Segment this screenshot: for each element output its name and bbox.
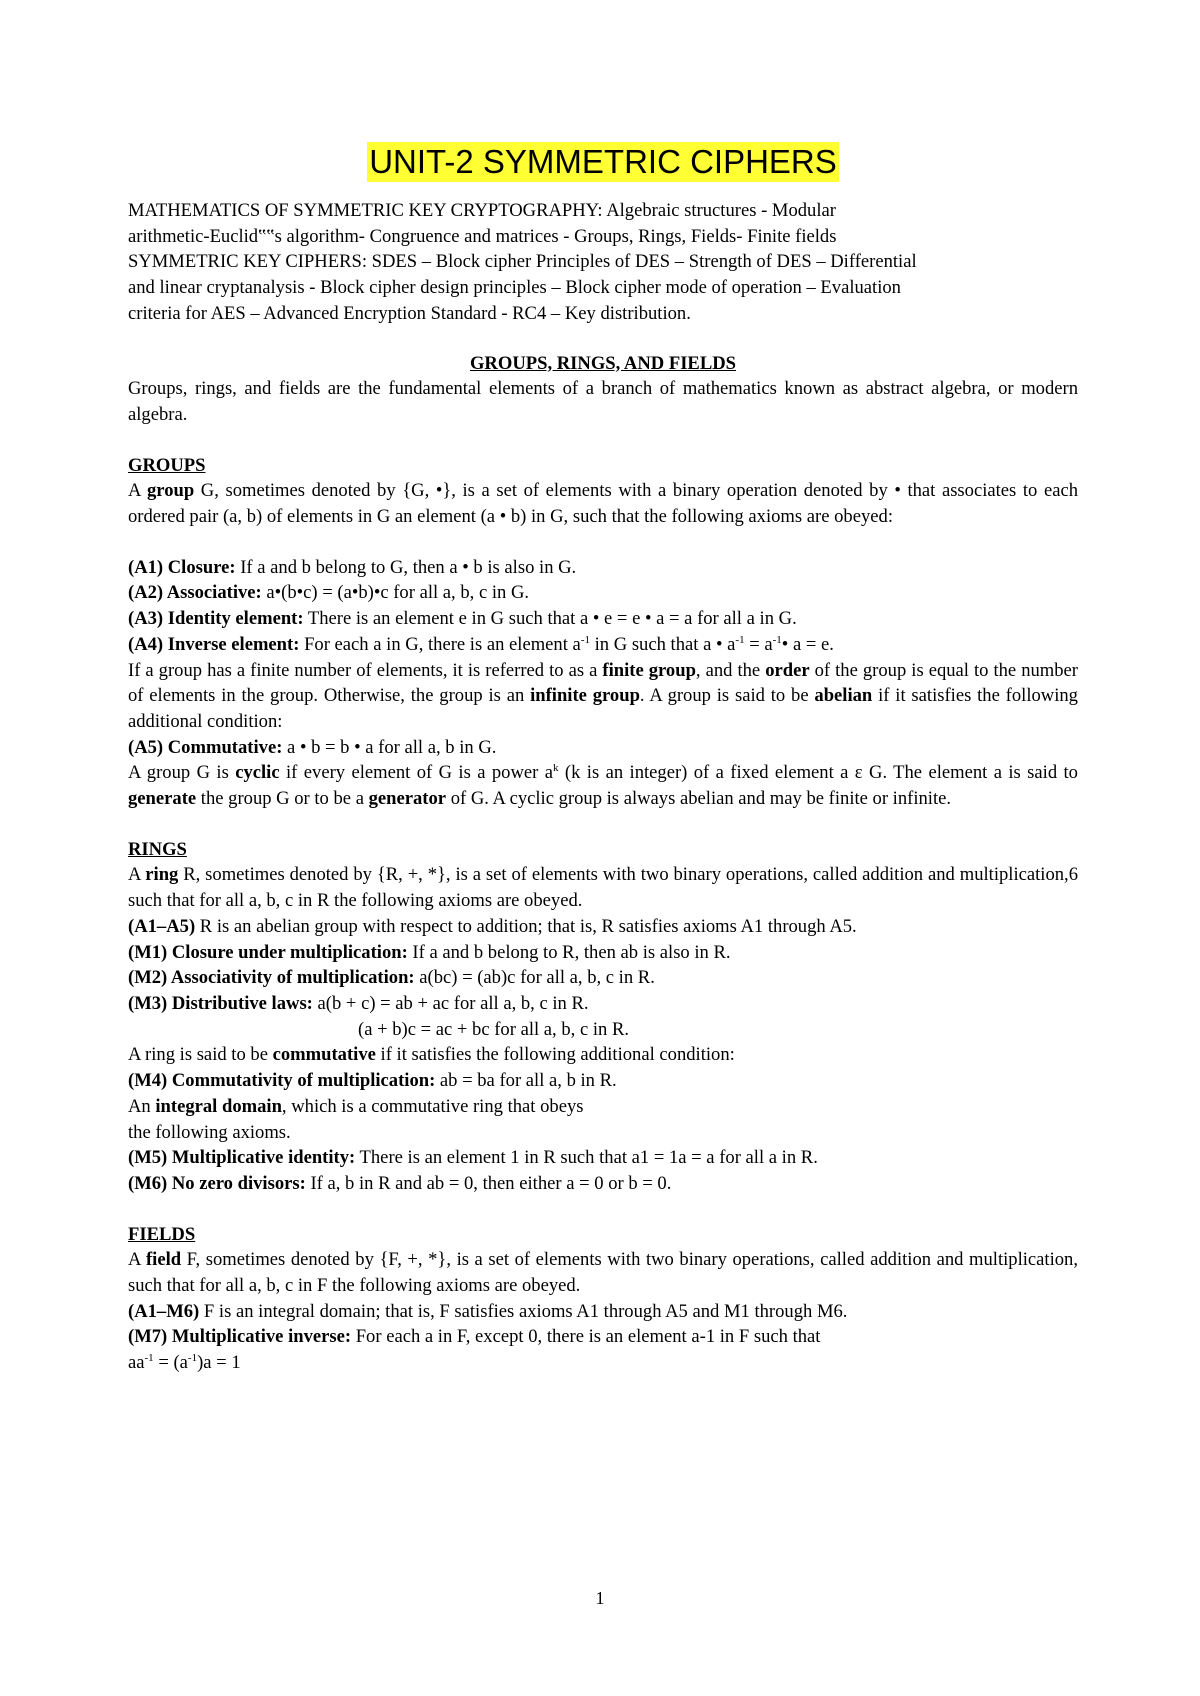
term: integral domain [155,1095,282,1117]
axiom-text: R is an abelian group with respect to addition; that is, R satisfies axioms A1 through A5. [195,915,857,937]
axiom-a1-m6 [128,1299,1078,1325]
axiom-m5 [128,1145,1078,1171]
text: If a group has a finite number of elements, it is referred to as a [128,659,603,681]
axiom-a3 [128,606,1078,632]
axiom-label: (M1) Closure under multiplication: [128,941,408,963]
term: generate [128,788,197,810]
axiom-m2 [128,965,1078,991]
superscript: k [553,762,559,775]
text: G, sometimes denoted by {G, •}, is a set of elements with a binary operation denoted by • that associates to each ordered pair (a, b) of elements in G an element (a • b) in G, such that the following axioms are obeyed: [128,480,1078,528]
text: R, sometimes denoted by {R, +, *}, is a set of elements with two binary operations, called addition and multiplication,6 such that for all a, b, c in R the following axioms are obeyed. [128,864,1078,912]
text: , and the [695,659,766,681]
axiom-a1 [128,555,1078,581]
axiom-a5 [128,735,1078,761]
text: A [128,864,146,886]
axiom-text: There is an element 1 in R such that a1 = 1a = a for all a in R. [355,1147,818,1169]
axiom-label: (M5) Multiplicative identity: [128,1147,356,1169]
axiom-m4 [128,1068,1078,1094]
axiom-text: • a = e. [781,633,834,655]
term: field [145,1249,182,1271]
superscript: -1 [187,1351,198,1364]
axiom-text: a•(b•c) = (a•b)•c for all a, b, c in G. [261,582,530,604]
syllabus-line: MATHEMATICS OF SYMMETRIC KEY CRYPTOGRAPHY: Algebraic structures - Modular [128,200,836,221]
term: ring [145,864,179,886]
rings-heading: RINGS [128,838,187,860]
text: if it satisfies the following additional condition: [375,1044,735,1066]
page-content [128,142,1078,1376]
axiom-text: For each a in G, there is an element a [299,633,581,655]
axiom-text: For each a in F, except 0, there is an element a-1 in F such that [351,1326,821,1348]
axiom-text: There is an element e in G such that a • e = e • a = a for all a in G. [303,608,797,630]
axiom-label: (M6) No zero divisors: [128,1172,306,1194]
axiom-text: a(b + c) = ab + ac for all a, b, c in R. [312,992,589,1014]
term: cyclic [235,762,280,784]
spacer [128,530,1078,555]
syllabus [128,198,1078,327]
axiom-a2 [128,580,1078,606]
grf-intro: Groups, rings, and fields are the fundamental elements of a branch of mathematics known as abstract algebra, or modern algebra. [128,378,1078,425]
axiom-m3-second: (a + b)c = ac + bc for all a, b, c in R. [358,1018,630,1040]
term: abelian [814,685,873,707]
text: F, sometimes denoted by {F, +, *}, is a set of elements with two binary operations, called addition and multiplication, such that for all a, b, c in F the following axioms are obeyed. [128,1249,1078,1297]
text: of the group is equal to the number of elements in the group. Otherwise, the group is an [128,659,1079,707]
axiom-label: (M3) Distributive laws: [128,992,313,1014]
axiom-m3 [128,991,1078,1017]
axiom-label: (A1–A5) [128,915,196,937]
axiom-text: = a [744,633,773,655]
grf-heading: GROUPS, RINGS, AND FIELDS [469,352,737,374]
text: the group G or to be a [196,788,369,810]
group-definition [128,478,1078,529]
axiom-label: (M4) Commutativity of multiplication: [128,1070,436,1092]
axiom-label: (A1) Closure: [128,556,236,578]
axiom-m6 [128,1171,1078,1197]
axiom-label: (A1–M6) [128,1300,200,1322]
text: An [128,1095,156,1117]
syllabus-line: criteria for AES – Advanced Encryption Standard - RC4 – Key distribution. [128,302,691,324]
axiom-text: ab = ba for all a, b in R. [435,1070,617,1092]
term: infinite group [530,685,640,707]
finite-group-paragraph [128,658,1078,735]
unit-title: UNIT-2 SYMMETRIC CIPHERS [369,143,837,180]
superscript: -1 [580,633,590,646]
syllabus-line: arithmetic-Euclid‟‟s algorithm- Congruence and matrices - Groups, Rings, Fields- Finite fields [128,225,837,247]
integral-domain-line-2: the following axioms. [128,1121,291,1143]
axiom-label: (A5) Commutative: [128,736,283,758]
axiom-m7 [128,1324,1078,1350]
text: . A group is said to be [639,685,815,707]
field-definition [128,1247,1078,1298]
integral-domain-line [128,1094,1078,1120]
text: A [128,480,147,502]
axiom-label: (A3) Identity element: [128,608,304,630]
equation-text: aa [128,1352,145,1374]
axiom-m7-equation [128,1350,1078,1376]
text: of G. A cyclic group is always abelian and may be finite or infinite. [446,788,952,810]
text: A ring is said to be [128,1044,273,1066]
axiom-a1-a5 [128,914,1078,940]
cyclic-group-paragraph [128,760,1078,811]
axiom-label: (A4) Inverse element: [128,633,300,655]
axiom-a4 [128,632,1078,658]
text: if it satisfies the following additional condition: [128,685,1078,732]
axiom-text: a(bc) = (ab)c for all a, b, c in R. [414,967,655,989]
term: order [765,659,810,681]
superscript: -1 [144,1351,154,1364]
term: generator [368,788,447,810]
text: A [128,1249,146,1271]
equation-text: = (a [153,1352,188,1374]
commutative-ring-line [128,1042,1078,1068]
axiom-text: If a and b belong to G, then a • b is also in G. [235,556,577,578]
superscript: -1 [772,633,782,646]
superscript: -1 [735,633,745,646]
page-number: 1 [595,1588,605,1608]
axiom-text: If a, b in R and ab = 0, then either a = 0 or b = 0. [305,1172,672,1194]
text: A group G is [128,762,236,784]
axiom-label: (M7) Multiplicative inverse: [128,1326,352,1348]
axiom-text: F is an integral domain; that is, F satisfies axioms A1 through A5 and M1 through M6. [199,1300,848,1322]
axiom-label: (A2) Associative: [128,582,262,604]
text: (k is an integer) of a fixed element a ε G. The element a is said to [558,762,1078,784]
axiom-m1 [128,940,1078,966]
title-block [128,142,1078,182]
text: if every element of G is a power a [279,762,553,784]
axiom-text: in G such that a • a [589,633,736,655]
axiom-label: (M2) Associativity of multiplication: [128,967,415,989]
axiom-text: a • b = b • a for all a, b in G. [282,736,497,758]
term: finite group [602,659,696,681]
fields-heading: FIELDS [128,1223,196,1245]
syllabus-line: SYMMETRIC KEY CIPHERS: SDES – Block cipher Principles of DES – Strength of DES – Differential [128,251,917,273]
ring-definition [128,862,1078,913]
equation-text: )a = 1 [197,1352,241,1374]
syllabus-line: and linear cryptanalysis - Block cipher design principles – Block cipher mode of operation – Evaluation [128,277,901,299]
text: , which is a commutative ring that obeys [281,1095,584,1117]
term: group [147,480,195,502]
term: commutative [272,1044,376,1066]
groups-heading: GROUPS [128,454,206,476]
axiom-text: If a and b belong to R, then ab is also in R. [407,941,731,963]
